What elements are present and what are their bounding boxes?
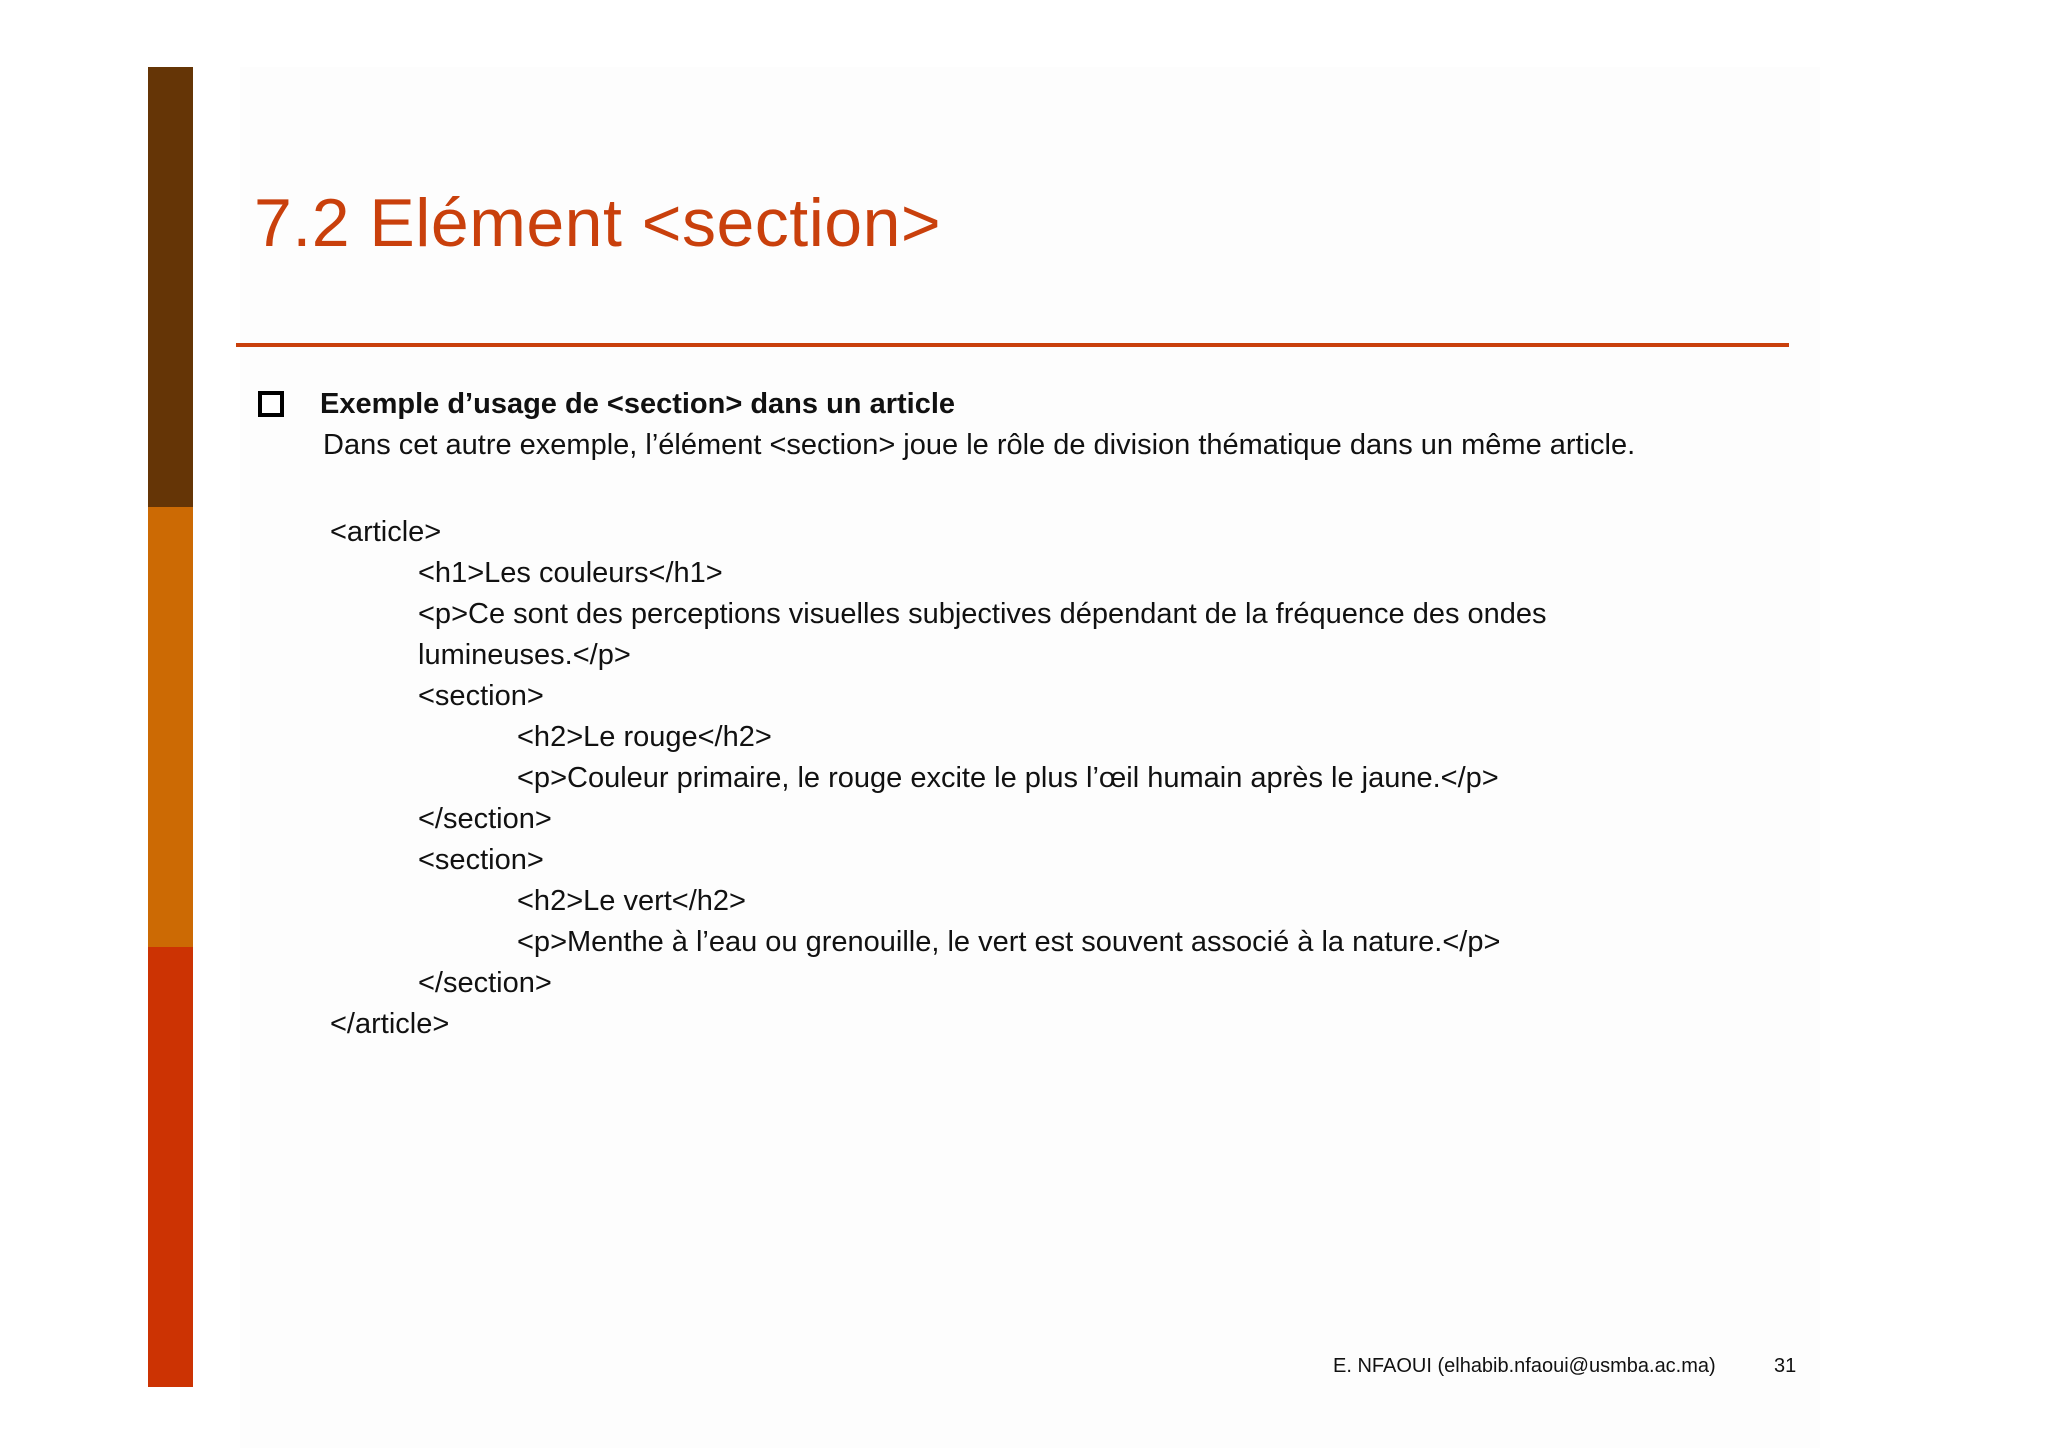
code-line: <h1>Les couleurs</h1> (418, 557, 723, 589)
code-line: <section> (418, 844, 544, 876)
code-line: lumineuses.</p> (418, 639, 631, 671)
code-line: <p>Couleur primaire, le rouge excite le plus l’œil humain après le jaune.</p> (517, 762, 1499, 794)
bullet-heading: Exemple d’usage de <section> dans un article (320, 388, 956, 420)
page-number: 31 (1774, 1355, 1797, 1377)
code-line: </section> (418, 803, 552, 835)
code-line: <h2>Le rouge</h2> (517, 721, 772, 753)
slide-title: 7.2 Elément <section> (254, 185, 942, 261)
code-line: </section> (418, 967, 552, 999)
code-line: <p>Ce sont des perceptions visuelles subjectives dépendant de la fréquence des ondes (418, 598, 1547, 630)
bullet-intro: Dans cet autre exemple, l’élément <section> joue le rôle de division thématique dans un même article. (323, 429, 1636, 461)
title-divider (236, 343, 1789, 347)
square-bullet-icon (258, 391, 284, 417)
accent-bar-middle (148, 507, 193, 947)
accent-bar-bottom (148, 947, 193, 1387)
footer-author: E. NFAOUI (elhabib.nfaoui@usmba.ac.ma) (1333, 1355, 1716, 1377)
accent-bar-top (148, 67, 193, 507)
code-line: <article> (330, 516, 442, 548)
code-line: <h2>Le vert</h2> (517, 885, 746, 917)
code-line: </article> (330, 1008, 450, 1040)
code-line: <p>Menthe à l’eau ou grenouille, le vert est souvent associé à la nature.</p> (517, 926, 1501, 958)
content-panel (240, 67, 1820, 1448)
left-accent-bar (148, 67, 193, 1387)
code-line: <section> (418, 680, 544, 712)
